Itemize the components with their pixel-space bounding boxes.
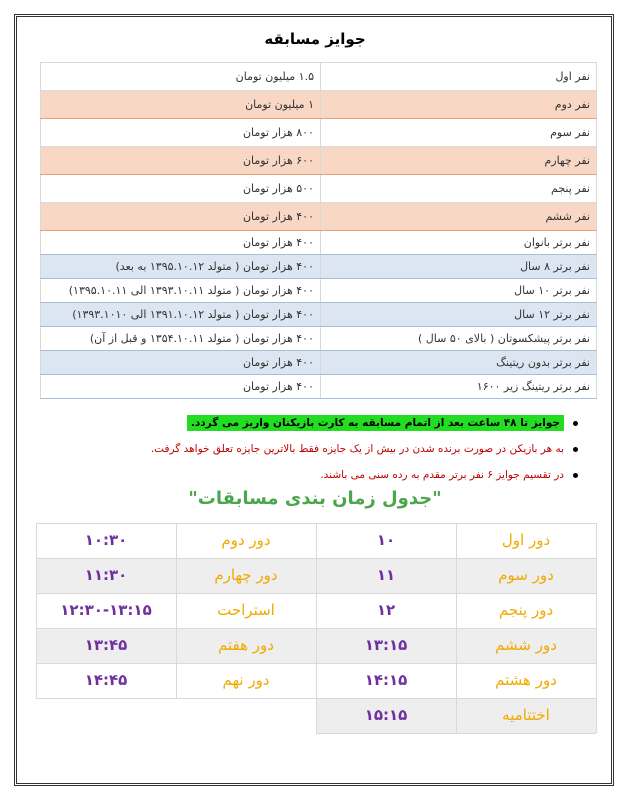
- round-label: اختتامیه: [456, 698, 596, 733]
- prize-label: نفر برتر ۸ سال: [321, 255, 597, 279]
- bullet-icon: [573, 447, 578, 452]
- round-time: ۱۴:۴۵: [84, 671, 128, 689]
- prize-row: [41, 327, 597, 351]
- note-single-prize: به هر بازیکن در صورت برنده شدن در بیش از یک جایزه فقط بالاترین جایزه تعلق خواهد گرفت.: [58, 440, 578, 458]
- prize-label: نفر برتر ریتینگ زیر ۱۶۰۰: [321, 375, 597, 399]
- grid-line: [316, 733, 596, 734]
- prize-row: [41, 375, 597, 399]
- round-label: دور دوم: [221, 531, 271, 549]
- note-priority: در تقسیم جوایز ۶ نفر برتر مقدم به رده سنی می باشند.: [58, 466, 578, 484]
- page-title: جوایز مسابقه: [264, 30, 366, 48]
- round-label: دور پنجم: [498, 601, 554, 619]
- prize-value: ۴۰۰ هزار تومان: [41, 203, 321, 231]
- prize-value: ۸۰۰ هزار تومان: [41, 119, 321, 147]
- round-label: دور هشتم: [495, 671, 557, 689]
- prize-value: ۵۰۰ هزار تومان: [41, 175, 321, 203]
- prize-value: ۶۰۰ هزار تومان: [41, 147, 321, 175]
- prize-row: [41, 303, 597, 327]
- bullet-icon: [573, 473, 578, 478]
- prize-label: نفر برتر بانوان: [321, 231, 597, 255]
- round-time: ۱۲: [376, 601, 396, 619]
- schedule-title: "جدول زمان بندی مسابقات": [188, 488, 442, 509]
- grid-line: [456, 523, 457, 733]
- prize-value: ۱.۵ میلیون تومان: [41, 63, 321, 91]
- prize-table: [40, 62, 597, 399]
- round-label: دور سوم: [456, 558, 596, 593]
- prize-row: [41, 203, 597, 231]
- prize-label: نفر پنجم: [321, 175, 597, 203]
- prize-row: [41, 279, 597, 303]
- prize-value: ۴۰۰ هزار تومان ( متولد ۱۳۵۴.۱۰.۱۱ و قبل از آن): [41, 327, 321, 351]
- prize-value: ۴۰۰ هزار تومان ( متولد ۱۳۹۳.۱۰.۱۱ الی ۱۳۹۵.۱۰.۱۱): [41, 279, 321, 303]
- prize-label: نفر سوم: [321, 119, 597, 147]
- round-time: ۱۳:۱۵: [316, 628, 456, 663]
- prize-row: [41, 255, 597, 279]
- prize-row: [41, 119, 597, 147]
- prize-row: [41, 351, 597, 375]
- grid-line: [596, 523, 597, 733]
- grid-line: [36, 523, 37, 698]
- prize-row: [41, 63, 597, 91]
- prize-value: ۴۰۰ هزار تومان: [41, 351, 321, 375]
- round-label: دور چهارم: [176, 558, 316, 593]
- round-label: استراحت: [217, 601, 275, 619]
- prize-value: ۴۰۰ هزار تومان ( متولد ۱۳۹۵.۱۰.۱۲ به بعد): [41, 255, 321, 279]
- round-time: ۱۳:۴۵: [36, 628, 176, 663]
- prize-label: نفر برتر پیشکسوتان ( بالای ۵۰ سال ): [321, 327, 597, 351]
- prize-row: [41, 231, 597, 255]
- prize-label: نفر اول: [321, 63, 597, 91]
- bullet-icon: [573, 421, 578, 426]
- prize-value: ۱ میلیون تومان: [41, 91, 321, 119]
- prize-value: ۴۰۰ هزار تومان ( متولد ۱۳۹۱.۱۰.۱۲ الی ۱۳۹۳.۱۰۱۰): [41, 303, 321, 327]
- round-label: دور اول: [501, 531, 551, 549]
- prize-label: نفر دوم: [321, 91, 597, 119]
- round-label: دور نهم: [222, 671, 270, 689]
- grid-line: [176, 523, 177, 698]
- round-time: ۱۵:۱۵: [316, 698, 456, 733]
- prize-row: [41, 175, 597, 203]
- prize-label: نفر چهارم: [321, 147, 597, 175]
- round-time: ۱۰: [376, 531, 396, 549]
- grid-line: [316, 523, 317, 733]
- note-payment: جوایز تا ۴۸ ساعت بعد از اتمام مسابقه به کارت بازیکنان واریز می گردد.: [58, 414, 578, 432]
- prize-label: نفر برتر ۱۲ سال: [321, 303, 597, 327]
- schedule-table: [36, 523, 596, 731]
- round-time: ۱۴:۱۵: [364, 671, 408, 689]
- prize-row: [41, 91, 597, 119]
- round-time: ۱۱: [316, 558, 456, 593]
- round-label: دور هفتم: [176, 628, 316, 663]
- prize-label: نفر ششم: [321, 203, 597, 231]
- round-time: ۱۰:۳۰: [84, 531, 128, 549]
- prize-label: نفر برتر ۱۰ سال: [321, 279, 597, 303]
- round-time: ۱۱:۳۰: [36, 558, 176, 593]
- prize-row: [41, 147, 597, 175]
- prize-label: نفر برتر بدون ریتینگ: [321, 351, 597, 375]
- prize-value: ۴۰۰ هزار تومان: [41, 375, 321, 399]
- notes-list: [58, 414, 578, 492]
- round-time: ۱۲:۳۰-۱۳:۱۵: [60, 601, 152, 619]
- prize-value: ۴۰۰ هزار تومان: [41, 231, 321, 255]
- round-label: دور ششم: [456, 628, 596, 663]
